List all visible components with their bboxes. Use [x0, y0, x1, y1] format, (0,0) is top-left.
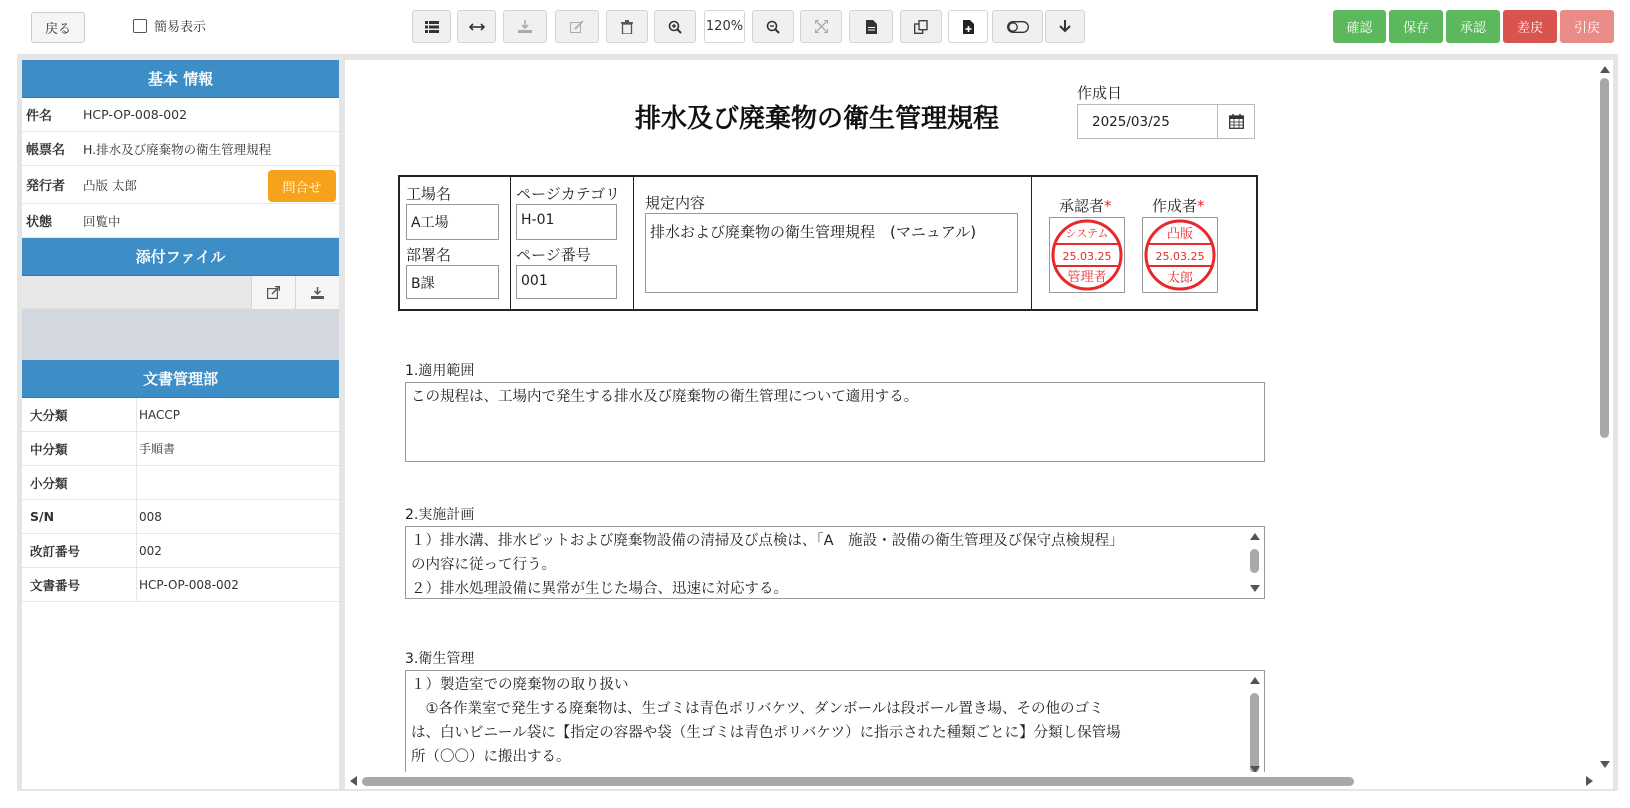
toggle-button[interactable] [992, 10, 1043, 43]
approver-label [1059, 195, 1112, 216]
factory-column [400, 177, 511, 309]
doc-value: 手順書 [136, 432, 339, 465]
info-row-form-name [22, 132, 339, 166]
factory-field[interactable]: A工場 [406, 204, 499, 240]
doc-mgmt-header: 文書管理部 [22, 360, 339, 398]
confirm-button[interactable]: 確認 [1333, 10, 1386, 43]
text-line: ①各作業室で発生する廃棄物は、生ゴミは青色ポリバケツ、ダンボールは段ボール置き場、その他のゴミ [411, 701, 1104, 717]
fullscreen-icon [815, 20, 828, 33]
info-label: 発行者 [26, 179, 66, 194]
approver-stamp [1050, 218, 1124, 292]
section-2-label: 2.実施計画 [405, 507, 475, 523]
approver-stamp-top: システム [1065, 227, 1109, 240]
creator-stamp-box[interactable] [1142, 217, 1218, 293]
delete-button[interactable] [606, 10, 648, 43]
document-meta-table [398, 175, 1258, 311]
list-icon [425, 21, 439, 33]
document-button[interactable] [849, 10, 893, 43]
creator-label-text: 作成者 [1152, 197, 1198, 215]
approver-stamp-bottom: 管理者 [1067, 270, 1107, 285]
document-icon [866, 20, 877, 34]
attachment-list[interactable] [22, 309, 339, 360]
section-3-label: 3.衛生管理 [405, 651, 475, 667]
back-button[interactable]: 戻る [31, 12, 85, 43]
text-line: １）排水溝、排水ピットおよび廃棄物設備の清掃及び点検は、「A 施設・設備の衛生管理及び保守点検規程」 [411, 533, 1124, 549]
section-2-text[interactable] [405, 526, 1265, 599]
doc-label: 小分類 [30, 475, 68, 491]
doc-value: HCP-OP-008-002 [136, 568, 339, 601]
approver-stamp-box[interactable] [1049, 217, 1125, 293]
info-row-status [22, 204, 339, 238]
edit-icon [570, 20, 584, 34]
doc-label: 文書番号 [30, 577, 81, 593]
attachment-toolbar [22, 276, 339, 309]
info-label: 状態 [26, 215, 53, 230]
toggle-icon [1007, 21, 1029, 33]
download-icon [311, 287, 324, 299]
created-date-field[interactable] [1077, 104, 1255, 139]
doc-value [136, 466, 339, 499]
text-line: は、白いビニール袋に【指定の容器や袋（生ゴミは青色ポリバケツ）に指示された種類ごとに】分類し保管場 [411, 725, 1121, 741]
creator-stamp [1143, 218, 1217, 292]
approve-button[interactable]: 承認 [1446, 10, 1500, 43]
section-2-scrollbar[interactable] [1246, 527, 1264, 598]
zoom-in-button[interactable] [654, 10, 696, 43]
required-mark: * [1104, 197, 1112, 215]
zoom-out-icon [766, 20, 780, 34]
add-file-button[interactable] [948, 10, 988, 43]
document-viewer[interactable] [345, 60, 1613, 789]
simple-view-checkbox[interactable] [133, 19, 147, 33]
external-link-icon [267, 286, 280, 299]
created-date-label: 作成日 [1077, 84, 1123, 102]
doc-label: S/N [30, 509, 55, 524]
section-3-scrollbar[interactable] [1246, 671, 1264, 779]
info-value: 凸版 太郎 [83, 177, 137, 193]
calendar-icon [1229, 114, 1244, 129]
fullscreen-button[interactable] [800, 10, 842, 43]
info-label: 帳票名 [26, 143, 66, 158]
zoom-out-button[interactable] [752, 10, 794, 43]
section-1-text[interactable] [405, 382, 1265, 462]
doc-value: HACCP [136, 398, 339, 431]
inquiry-button[interactable]: 問合せ [268, 170, 336, 202]
doc-row-doc-number [22, 568, 339, 602]
page-category-label: ページカテゴリ [516, 185, 621, 203]
open-external-button[interactable] [251, 276, 295, 309]
withdraw-button[interactable]: 引戻 [1560, 10, 1614, 43]
signature-column [1032, 177, 1256, 309]
zoom-in-icon [668, 20, 682, 34]
fit-width-icon [469, 22, 485, 32]
doc-value: 002 [136, 534, 339, 567]
status-value: 回覧中 [83, 213, 121, 229]
doc-label: 中分類 [30, 441, 68, 457]
attachment-header: 添付ファイル [22, 238, 339, 276]
info-value: H.排水及び廃棄物の衛生管理規程 [83, 141, 272, 157]
download-button[interactable] [503, 10, 547, 43]
viewer-horizontal-scrollbar[interactable] [345, 772, 1597, 789]
creator-stamp-top: 凸版 [1166, 227, 1194, 242]
toolbar [0, 0, 1630, 54]
list-button[interactable] [412, 10, 451, 43]
section-1-label: 1.適用範囲 [405, 363, 475, 379]
scroll-down-button[interactable] [1045, 10, 1085, 43]
zoom-level: 120% [704, 10, 745, 43]
doc-label: 大分類 [30, 407, 68, 423]
sidebar [22, 60, 339, 789]
creator-label [1152, 195, 1205, 216]
regulation-label: 規定内容 [645, 194, 706, 212]
copy-icon [914, 20, 928, 34]
doc-row-middle-category [22, 432, 339, 466]
info-row-issuer [22, 166, 339, 204]
text-line: １）製造室での廃棄物の取り扱い [411, 677, 629, 693]
doc-row-minor-category [22, 466, 339, 500]
trash-icon [621, 20, 633, 34]
arrow-down-icon [1059, 20, 1071, 33]
download-attachment-button[interactable] [295, 276, 339, 309]
page-number-label: ページ番号 [516, 246, 591, 264]
page-category-field[interactable]: H-01 [516, 204, 617, 240]
page-number-field[interactable]: 001 [516, 265, 617, 299]
doc-row-serial [22, 500, 339, 534]
doc-value: 008 [136, 500, 339, 533]
basic-info-header: 基本 情報 [22, 60, 339, 98]
page-column [511, 177, 634, 309]
creator-stamp-bottom: 太郎 [1166, 271, 1194, 286]
factory-label: 工場名 [406, 185, 452, 203]
info-row-subject [22, 98, 339, 132]
approver-label-text: 承認者 [1059, 197, 1105, 215]
download-icon [518, 20, 532, 33]
approver-stamp-date: 25.03.25 [1062, 250, 1112, 263]
creator-stamp-date: 25.03.25 [1155, 250, 1205, 263]
save-button[interactable]: 保存 [1389, 10, 1443, 43]
copy-button[interactable] [900, 10, 942, 43]
sendback-button[interactable]: 差戻 [1503, 10, 1557, 43]
regulation-column [634, 177, 1032, 309]
regulation-field[interactable]: 排水および廃棄物の衛生管理規程 (マニュアル) [645, 213, 1018, 293]
simple-view-label: 簡易表示 [154, 20, 207, 35]
viewer-vertical-scrollbar[interactable] [1597, 60, 1613, 772]
dept-field[interactable]: B課 [406, 265, 499, 299]
doc-row-revision [22, 534, 339, 568]
document-title: 排水及び廃棄物の衛生管理規程 [635, 104, 1000, 134]
required-mark: * [1197, 197, 1205, 215]
doc-row-major-category [22, 398, 339, 432]
created-date-value[interactable]: 2025/03/25 [1092, 113, 1170, 130]
text-line: この規程は、工場内で発生する排水及び廃棄物の衛生管理について適用する。 [411, 389, 919, 405]
section-3-text[interactable] [405, 670, 1265, 780]
info-label: 件名 [26, 109, 53, 124]
dept-label: 部署名 [406, 246, 452, 264]
fit-width-button[interactable] [457, 10, 496, 43]
calendar-button[interactable] [1217, 105, 1254, 138]
doc-label: 改訂番号 [30, 543, 81, 559]
add-file-icon [963, 20, 974, 34]
edit-button[interactable] [555, 10, 599, 43]
info-value: HCP-OP-008-002 [83, 107, 188, 122]
simple-view-toggle[interactable] [133, 16, 206, 35]
text-line: の内容に従って行う。 [411, 557, 556, 573]
text-line: 所（〇〇）に搬出する。 [411, 749, 571, 765]
text-line: ２）排水処理設備に異常が生じた場合、迅速に対応する。 [411, 581, 788, 597]
